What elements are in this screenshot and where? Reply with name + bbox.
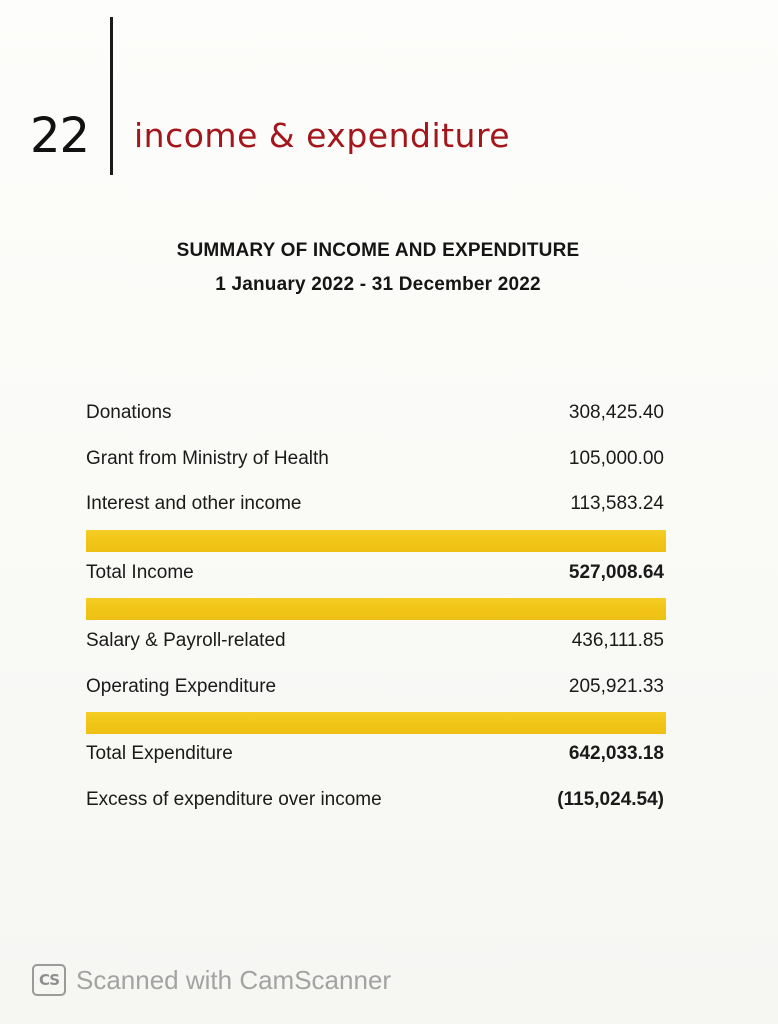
highlight-bar [86,530,666,552]
row-amount: 308,425.40 [568,402,664,423]
chapter-number: 22 [30,108,90,164]
row-amount: 436,111.85 [571,630,664,651]
highlight-bar [86,598,666,620]
summary-title: SUMMARY OF INCOME AND EXPENDITURE [176,240,580,261]
watermark-text: Scanned with CamScanner [76,964,392,995]
row-total-income [86,559,664,587]
row-label: Operating Expenditure [86,676,277,697]
row-amount: 105,000.00 [568,448,664,469]
camscanner-logo-icon: CS [32,964,66,996]
row-label: Total Income [86,562,194,583]
highlight-bar [86,712,666,734]
row-label: Interest and other income [86,493,302,514]
row-salary [86,627,664,655]
row-label: Grant from Ministry of Health [86,448,329,469]
row-amount: (115,024.54) [557,789,664,810]
row-label: Total Expenditure [86,743,233,764]
row-amount: 527,008.64 [568,562,664,583]
row-donations [86,399,664,427]
row-interest [86,490,664,518]
row-label: Excess of expenditure over income [86,789,382,810]
row-operating [86,673,664,701]
row-amount: 642,033.18 [568,743,664,764]
row-amount: 113,583.24 [570,493,664,514]
row-label: Donations [86,402,172,423]
row-label: Salary & Payroll-related [86,630,286,651]
chapter-title: income & expenditure [134,116,511,155]
row-total-expenditure [86,740,664,768]
row-amount: 205,921.33 [568,676,664,697]
row-excess [86,786,664,814]
row-grant [86,445,664,473]
summary-period: 1 January 2022 - 31 December 2022 [215,274,541,295]
chapter-divider [110,17,113,175]
scanner-watermark [32,960,391,1000]
